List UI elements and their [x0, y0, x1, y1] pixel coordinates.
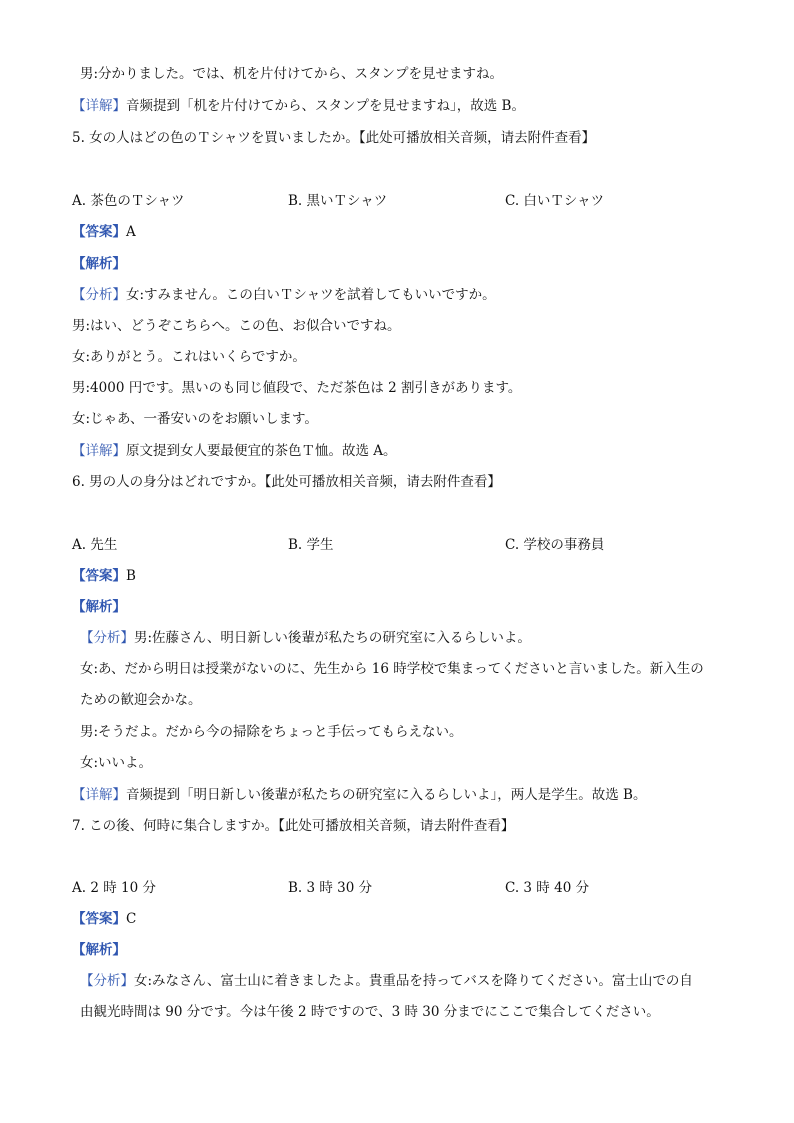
answer-value: C	[126, 911, 137, 927]
q6-question: 6. 男の人の身分はどれですか。【此处可播放相关音频，请去附件查看】	[72, 474, 501, 490]
q7-analysis-tag	[72, 940, 722, 960]
q7-option-a: A. 2 時 10 分	[72, 880, 156, 896]
answer-tag: 【答案】	[72, 224, 126, 240]
detail-tag: 【详解】	[72, 98, 126, 114]
dialog-text: 女:すみません。この白いＴシャツを試着してもいいですか。	[126, 287, 496, 303]
q7-question: 7. この後、何時に集合しますか。【此处可播放相关音频，请去附件查看】	[72, 818, 515, 834]
answer-value: A	[126, 224, 136, 240]
detail-tag: 【详解】	[72, 443, 126, 459]
q4-dialog-last: 男:分かりました。では、机を片付けてから、スタンプを見せますね。	[80, 66, 504, 82]
q5-option-a: A. 茶色のＴシャツ	[72, 193, 185, 209]
q6-dialog-line: 女:あ、だから明日は授業がないのに、先生から 16 時学校で集まってくださいと言いました。新入生の	[80, 661, 704, 677]
dialog-text: 女:みなさん、富士山に着きましたよ。貴重品を持ってバスを降りてください。富士山での自	[134, 973, 693, 989]
q6-answer	[72, 566, 722, 586]
q6-options	[72, 535, 722, 555]
analysis-tag: 【解析】	[72, 942, 126, 958]
q7-option-b: B. 3 時 30 分	[288, 880, 373, 896]
q5-answer	[72, 222, 722, 242]
q5-dialog-line: 女:じゃあ、一番安いのをお願いします。	[72, 411, 318, 427]
q5-dialog-line: 男:4000 円です。黒いのも同じ値段で、ただ茶色は 2 割引きがあります。	[72, 380, 522, 396]
detail-tag: 【详解】	[72, 787, 126, 803]
q5-detail	[72, 441, 722, 461]
q7-option-c: C. 3 時 40 分	[505, 880, 590, 896]
q7-dialog-line: 由観光時間は 90 分です。今は午後 2 時ですので、3 時 30 分までにここで集合してください。	[80, 1004, 660, 1020]
q6-analysis-tag	[72, 597, 722, 617]
q7-options	[72, 878, 722, 898]
analysis-prefix: 【分析】	[80, 630, 134, 646]
analysis-prefix: 【分析】	[72, 287, 126, 303]
detail-text: 音频提到「机を片付けてから、スタンプを見せますね」，故选 B。	[126, 98, 525, 114]
q5-options	[72, 191, 722, 211]
q5-dialog-line: 女:ありがとう。これはいくらですか。	[72, 349, 306, 365]
q5-dialog-line: 男:はい、どうぞこちらへ。この色、お似合いですね。	[72, 318, 401, 334]
analysis-prefix: 【分析】	[80, 973, 134, 989]
answer-tag: 【答案】	[72, 911, 126, 927]
detail-text: 原文提到女人要最便宜的茶色Ｔ恤。故选 A。	[126, 443, 397, 459]
q4-detail	[72, 96, 722, 116]
q6-option-c: C. 学校の事務員	[505, 537, 605, 553]
q5-dialog-line	[72, 285, 722, 305]
analysis-tag: 【解析】	[72, 599, 126, 615]
analysis-tag: 【解析】	[72, 256, 126, 272]
q5-analysis-tag	[72, 254, 722, 274]
answer-value: B	[126, 568, 136, 584]
q7-dialog-line	[80, 971, 722, 991]
answer-tag: 【答案】	[72, 568, 126, 584]
q6-dialog-line: ための歓迎会かな。	[80, 692, 202, 708]
q5-option-b: B. 黒いＴシャツ	[288, 193, 388, 209]
q5-question: 5. 女の人はどの色のＴシャツを買いましたか。【此处可播放相关音频，请去附件查看】	[72, 130, 596, 146]
q6-dialog-line	[80, 628, 722, 648]
detail-text: 音频提到「明日新しい後輩が私たちの研究室に入るらしいよ」，两人是学生。故选 B。	[126, 787, 647, 803]
q6-option-b: B. 学生	[288, 537, 334, 553]
q5-option-c: C. 白いＴシャツ	[505, 193, 605, 209]
dialog-text: 男:佐藤さん、明日新しい後輩が私たちの研究室に入るらしいよ。	[134, 630, 531, 646]
q6-detail	[72, 785, 722, 805]
q6-dialog-line: 女:いいよ。	[80, 755, 153, 771]
q6-option-a: A. 先生	[72, 537, 118, 553]
q7-answer	[72, 909, 722, 929]
q6-dialog-line: 男:そうだよ。だから今の掃除をちょっと手伝ってもらえない。	[80, 724, 463, 740]
